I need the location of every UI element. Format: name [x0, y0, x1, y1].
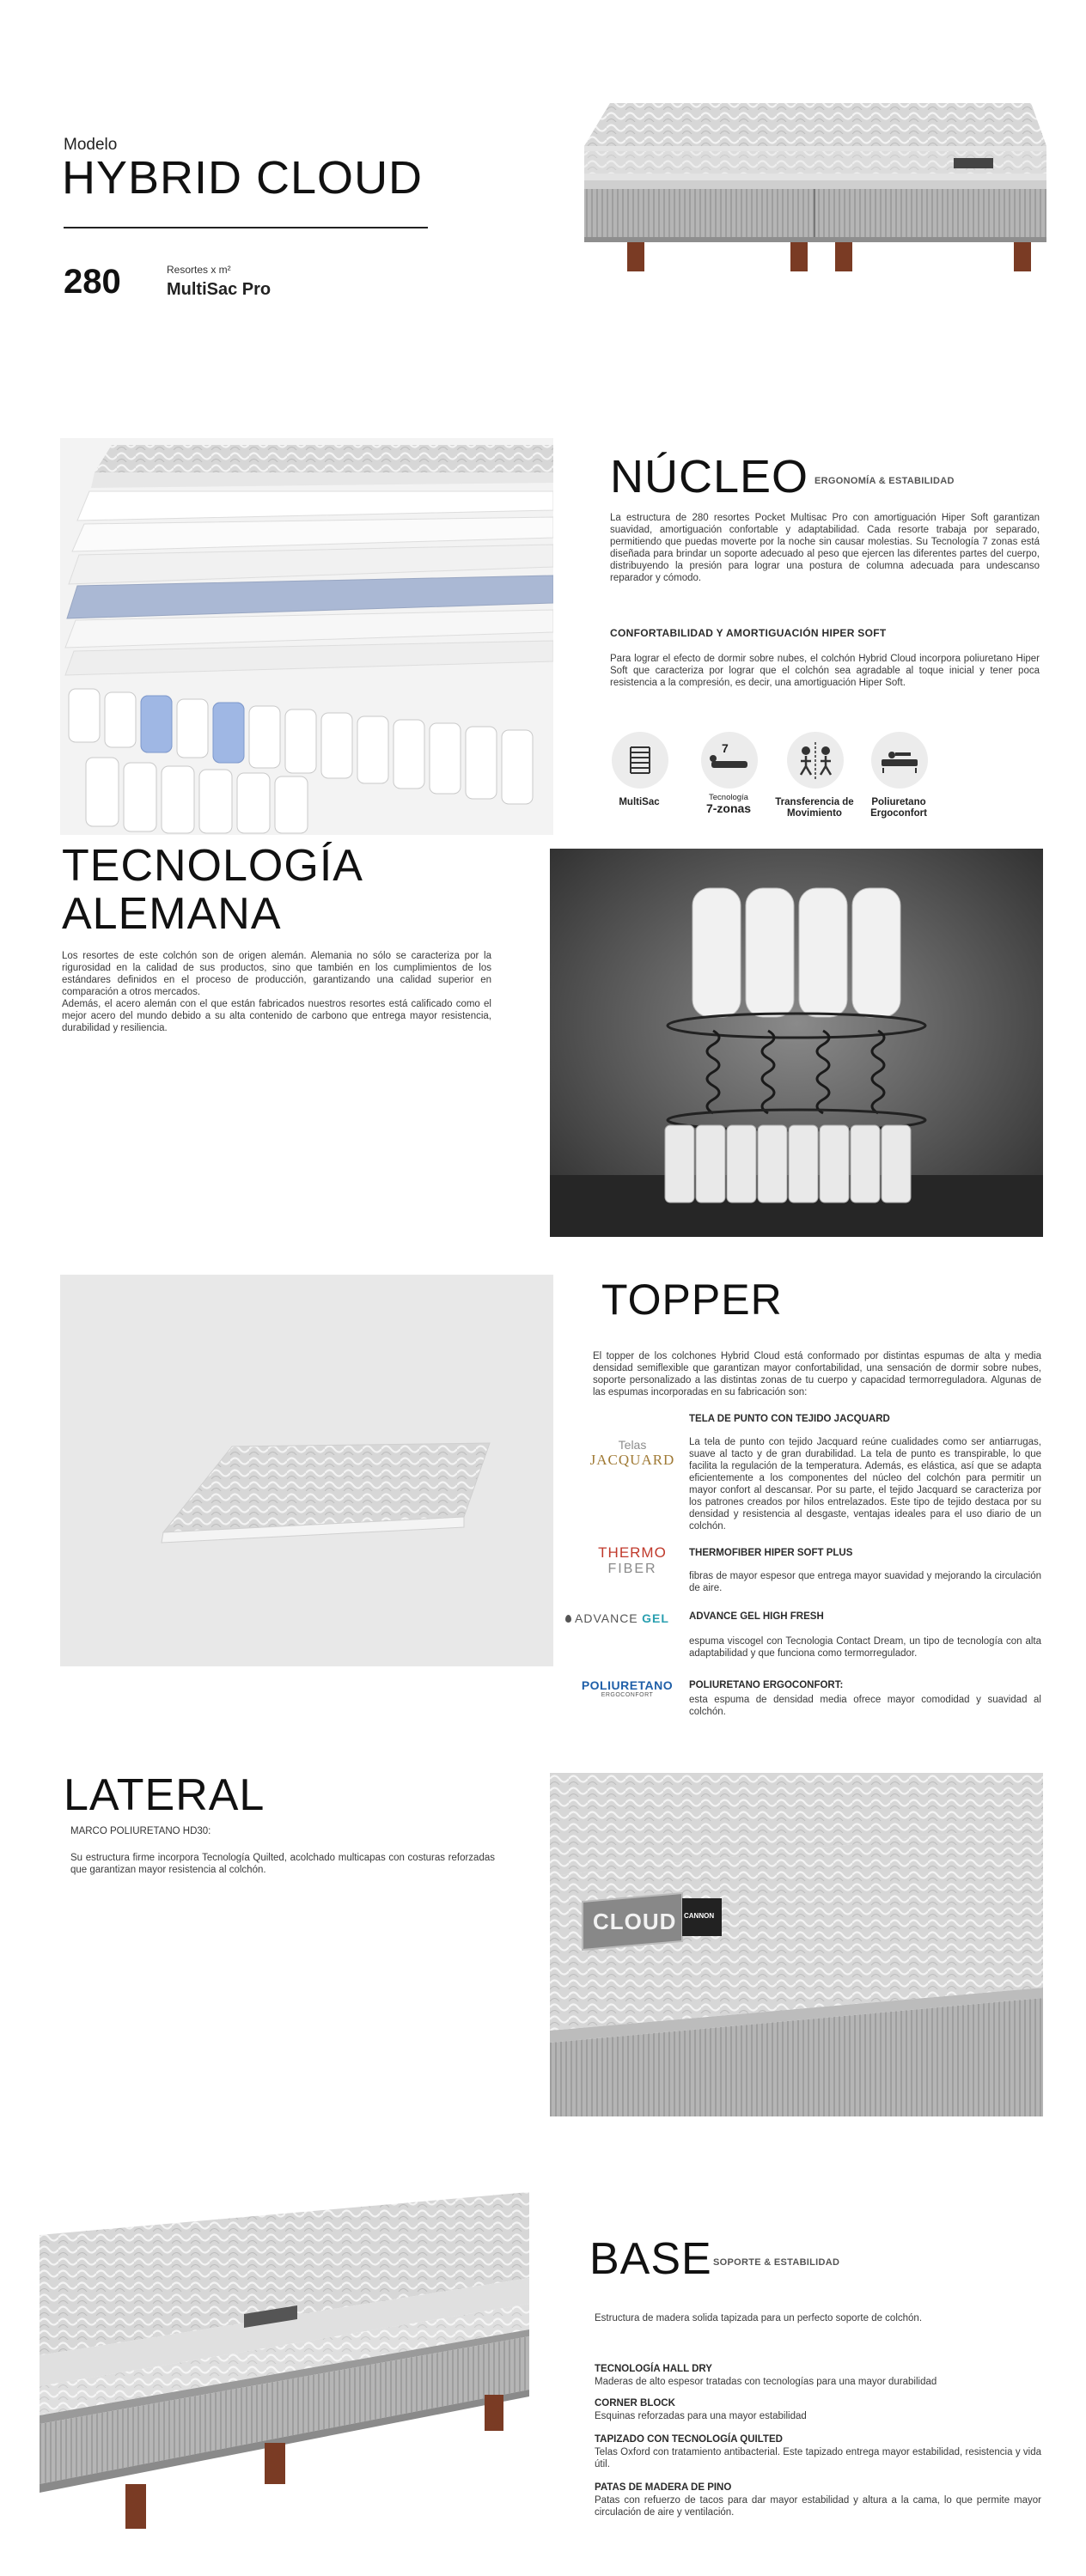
model-name: HYBRID CLOUD [62, 152, 424, 204]
icon-label-poliuretano: Poliuretano Ergoconfort [870, 797, 927, 819]
lateral-title: LATERAL [64, 1770, 265, 1820]
icon-label-multisac: MultiSac [619, 797, 660, 807]
base-bed-image [40, 2183, 529, 2543]
lateral-subtitle: MARCO POLIURETANO HD30: [70, 1826, 211, 1836]
icon-label-transferencia: Transferencia de Movimiento [775, 797, 854, 819]
nucleo-subtitle: CONFORTABILIDAD Y AMORTIGUACIÓN HIPER SOFT [610, 627, 887, 639]
base-feature-title-3: TAPIZADO CON TECNOLOGÍA QUILTED [595, 2434, 783, 2445]
springs-icon [612, 732, 668, 789]
advance-gel-title: ADVANCE GEL HIGH FRESH [689, 1611, 824, 1622]
topper-image [60, 1275, 553, 1666]
poliuretano-title: POLIURETANO ERGOCONFORT: [689, 1680, 844, 1690]
nucleo-body: La estructura de 280 resortes Pocket Multisac Pro con amortiguación Hiper Soft garantizan suavidad, amortiguación confortable y adaptabilidad. Cada resorte trabaja por separado, permitiendo que puedas moverte por la noche sin causar molestias. Su Tecnología 7 zonas está diseñada para brindar un soporte adecuado al peso que ejercen las diferentes partes del cuerpo, distribuyendo la presión para lograr una postura de columna adecuada para undescanso reparador y cómodo. [610, 513, 1040, 583]
advance-gel-body: espuma viscogel con Tecnologia Contact Dream, un tipo de tecnología con alta adaptabilidad y que funciona como termorregulador. [689, 1636, 1041, 1659]
topper-intro: El topper de los colchones Hybrid Cloud está conformado por distintas espumas de alta y media densidad semiflexible que garantizan mayor confortabilidad, una sensación de dormir sobre nubes, soporte personalizado a las distintas zonas de tu cuerpo y capacidad termorreguladora. Algunas de las espumas incorporadas en su fabricación son: [593, 1351, 1041, 1398]
thermofiber-logo: THERMO FIBER [598, 1544, 667, 1576]
poliuretano-body: esta espuma de densidad media ofrece mayor comodidad y suavidad al colchón. [689, 1695, 1041, 1717]
nucleo-tagline: ERGONOMÍA & ESTABILIDAD [814, 476, 955, 486]
tecnologia-body1: Los resortes de este colchón son de origen alemán. Alemania no sólo se caracteriza por la rigurosidad en la calidad de sus productos, sino que también en los cumplimientos de los estándares definidos en el proceso de producción, garantizando una calidad superior en comparación a otros mercados. [62, 951, 491, 997]
topper-title: TOPPER [601, 1276, 783, 1324]
tecnologia-title-line2: ALEMANA [62, 889, 282, 939]
svg-text:7: 7 [722, 741, 729, 755]
nucleo-body2: Para lograr el efecto de dormir sobre nubes, el colchón Hybrid Cloud incorpora poliuretano Hiper Soft que caracteriza por lograr que el colchón sea agradable al toque inicial y tener poca resistencia a la compresión, es decir, una amortiguación Hiper Soft. [610, 654, 1040, 688]
base-tagline: SOPORTE & ESTABILIDAD [713, 2257, 840, 2268]
modelo-label: Modelo [64, 136, 118, 154]
jacquard-body: La tela de punto con tejido Jacquard reúne cualidades como ser antiarrugas, suave al tacto y de gran durabilidad. La tela de punto es transpirable, lo que facilita la regulación de la temperatura. Además, es elástica, así que se adapta eficientemente a los componentes del núcleo del colchón para permitir un mayor confort al descansar. Por su parte, el tejido Jacquard se caracteriza por los patrones creados por hilos entrelazados. Este tipo de tejido destaca por su densidad y resistencia al desgaste, ventajas ideales para el uso diario de un colchón. [689, 1437, 1041, 1532]
header-divider [64, 227, 428, 228]
german-springs-image [550, 849, 1043, 1237]
base-feature-body-1: Maderas de alto espesor tratadas con tecnologías para una mayor durabilidad [595, 2377, 937, 2387]
lateral-mattress-image [550, 1773, 1043, 2134]
droplet-icon [565, 1615, 571, 1623]
icon-label-7-zonas: Tecnología 7-zonas [705, 793, 752, 815]
base-feature-title-2: CORNER BLOCK [595, 2398, 675, 2409]
thermofiber-title: THERMOFIBER HIPER SOFT PLUS [689, 1548, 853, 1558]
mattress-layers-image [60, 438, 553, 835]
lateral-label-maker: CANNON [684, 1912, 715, 1920]
base-title: BASE [589, 2234, 712, 2284]
jacquard-title: TELA DE PUNTO CON TEJIDO JACQUARD [689, 1414, 890, 1424]
nucleo-title: NÚCLEO [610, 451, 809, 502]
seven-zones-icon [701, 732, 758, 789]
base-feature-title-4: PATAS DE MADERA DE PINO [595, 2482, 732, 2493]
thermofiber-body: fibras de mayor espesor que entrega mayor suavidad y mejorando la circulación de aire. [689, 1571, 1041, 1593]
tecnologia-title-line1: TECNOLOGÍA [62, 841, 363, 891]
hero-bed-image [550, 86, 1048, 301]
lateral-label-brand: CLOUD [593, 1909, 677, 1934]
jacquard-logo: Telas JACQUARD [589, 1438, 675, 1468]
foam-icon [871, 732, 928, 789]
spring-count: 280 [64, 263, 121, 301]
base-feature-body-3: Telas Oxford con tratamiento antibacterial. Este tapizado entrega mayor estabilidad, resistencia y vida útil. [595, 2447, 1041, 2469]
springs-label: Resortes x m² [167, 264, 231, 276]
lateral-body: Su estructura firme incorpora Tecnología Quilted, acolchado multicapas con costuras reforzadas que garantizan mayor resistencia al colchón. [70, 1853, 495, 1875]
base-intro: Estructura de madera solida tapizada para un perfecto soporte de colchón. [595, 2313, 923, 2323]
base-feature-body-2: Esquinas reforzadas para una mayor estabilidad [595, 2411, 807, 2421]
tecnologia-body2: Además, el acero alemán con el que están fabricados nuestros resortes está calificado como el mejor acero del mundo debido a su alta contenido de carbono que entrega mayor resistencia, durabilidad y resiliencia. [62, 999, 491, 1033]
spring-type: MultiSac Pro [167, 280, 272, 299]
base-feature-title-1: TECNOLOGÍA HALL DRY [595, 2364, 712, 2374]
base-feature-body-4: Patas con refuerzo de tacos para dar mayor estabilidad y altura a la cama, lo que permite mayor circulación de aire y ventilación. [595, 2495, 1041, 2518]
motion-transfer-icon [787, 732, 844, 789]
advance-gel-logo: ADVANCE GEL [565, 1611, 686, 1627]
poliuretano-logo: POLIURETANO ERGOCONFORT [581, 1678, 674, 1698]
